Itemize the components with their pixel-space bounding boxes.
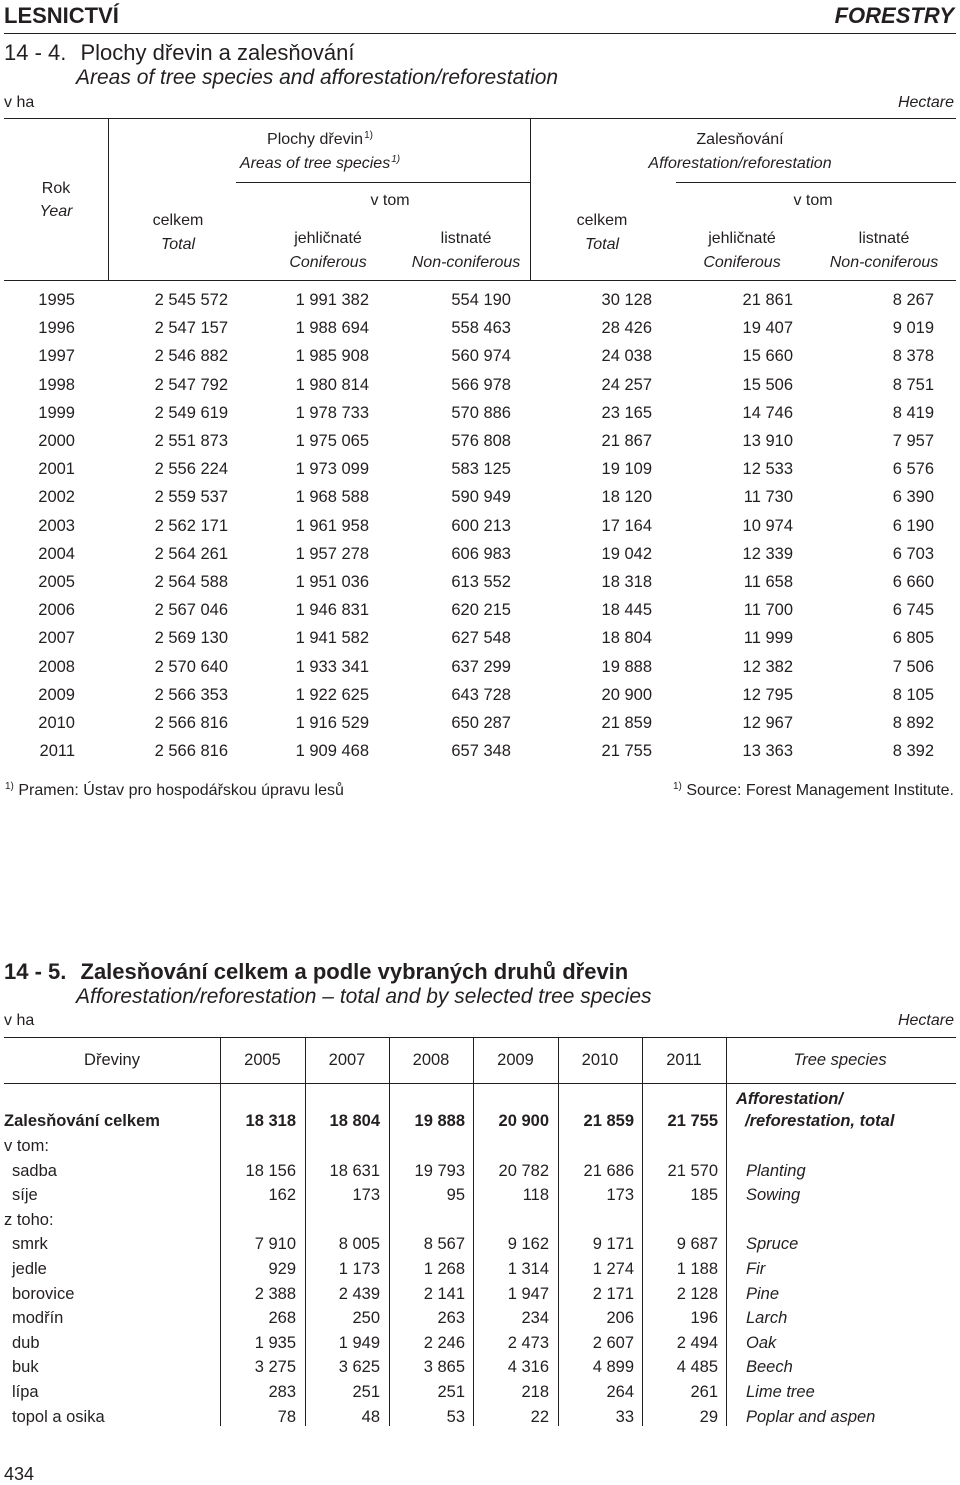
table2-row-label-cz: buk	[12, 1358, 39, 1377]
total-value: 21 755	[667, 1112, 718, 1130]
table1-cell-total: 2 564 588	[154, 573, 228, 591]
table1-sub-rule	[236, 182, 530, 183]
table2-header-rule	[4, 1083, 956, 1084]
table2-cell: 4 485	[676, 1358, 718, 1377]
table2-cell: 2 494	[676, 1333, 718, 1352]
table1-cell-noncon: 657 348	[451, 742, 511, 761]
table1-cell-coniferous: 1 978 733	[295, 403, 369, 422]
table1-cell-year: 2004	[38, 544, 75, 563]
table2-unit-cz: v ha	[4, 1012, 35, 1029]
table1-cell-affor-total: 24 038	[601, 347, 652, 366]
table1-cell-coniferous: 1 991 382	[295, 291, 369, 309]
table1-cell-affor-coniferous: 10 974	[742, 516, 793, 535]
table2-cell: 4 899	[592, 1358, 634, 1377]
table2-cell: 95	[446, 1186, 465, 1205]
table2-cell: 1 314	[507, 1260, 549, 1278]
table1-cell-affor-total: 18 318	[601, 573, 652, 591]
table1-cell-affor-noncon: 6 390	[892, 488, 934, 507]
header-noncon: Non-coniferous	[411, 254, 521, 271]
table1-cell-noncon: 606 983	[451, 544, 511, 563]
footnote-en: $^{1)}$ Source: Forest Management Institute.	[672, 781, 954, 799]
table1-title-en: Areas of tree species and afforestation/reforestation	[76, 66, 559, 89]
table1-cell-coniferous: 1 975 065	[295, 432, 369, 450]
table1-cell-total: 2 570 640	[154, 657, 228, 676]
table1-cell-affor-total: 19 109	[601, 460, 652, 479]
table2-cell: 1 173	[338, 1260, 380, 1278]
table1-cell-coniferous: 1 941 582	[295, 629, 369, 648]
table1-cell-affor-noncon: 6 576	[892, 460, 934, 479]
table2-cell: 162	[268, 1186, 296, 1205]
table2-vline	[220, 1037, 221, 1426]
table2-row-label-cz: borovice	[12, 1284, 75, 1303]
table2-cell: 1 188	[676, 1260, 718, 1278]
table2-cell: 33	[615, 1407, 634, 1426]
table1-cell-coniferous: 1 909 468	[295, 742, 369, 761]
table1-cell-noncon: 566 978	[451, 375, 511, 394]
table2-cell: 1 935	[254, 1333, 296, 1352]
header-coniferous: Coniferous	[703, 254, 781, 271]
table2-cell: 264	[606, 1383, 634, 1401]
table1-cell-affor-total: 18 445	[601, 601, 652, 620]
header-jehlicnate: jehličnaté	[708, 230, 776, 247]
table2-cell: 2 141	[423, 1284, 465, 1303]
table1-cell-affor-noncon: 6 190	[892, 516, 934, 535]
table2-row-label-cz: z toho:	[4, 1210, 54, 1229]
table1-cell-coniferous: 1 961 958	[295, 516, 369, 535]
table1-cell-noncon: 637 299	[451, 657, 511, 676]
table1-cell-affor-coniferous: 12 382	[742, 657, 793, 676]
table1-cell-total: 2 562 171	[154, 516, 228, 535]
table2-vline	[642, 1037, 643, 1426]
table1-cell-affor-coniferous: 12 533	[742, 460, 793, 479]
table1-cell-noncon: 620 215	[451, 601, 511, 620]
table2-title-cz: Zalesňování celkem a podle vybraných druhů dřevin	[80, 959, 629, 984]
table2-cell: 2 473	[507, 1333, 549, 1352]
table2-cell: 196	[690, 1309, 718, 1328]
table1-cell-affor-total: 18 804	[601, 629, 652, 648]
table2-cell: 48	[361, 1407, 380, 1426]
table2-unit-en: Hectare	[897, 1012, 954, 1029]
header-total: Total	[160, 236, 196, 253]
page-number: 434	[4, 1464, 35, 1484]
table1-unit-en: Hectare	[897, 94, 954, 111]
table1-cell-affor-total: 19 042	[601, 544, 652, 563]
table2-row-label-en: Pine	[746, 1284, 780, 1303]
table1-cell-affor-noncon: 8 392	[892, 742, 934, 761]
table1-cell-affor-noncon: 6 703	[892, 544, 934, 563]
table1-cell-year: 2000	[38, 432, 75, 450]
header-total: Total	[584, 236, 620, 253]
table2-cell: 261	[690, 1383, 718, 1401]
header-vtom: v tom	[793, 192, 833, 209]
table2-cell: 78	[277, 1407, 296, 1426]
table1-cell-noncon: 643 728	[451, 685, 511, 704]
table1-cell-year: 2002	[38, 488, 75, 507]
table2-cell: 20 782	[498, 1161, 549, 1180]
table1-vline	[108, 118, 109, 280]
table1-cell-total: 2 566 816	[154, 714, 228, 732]
table1-cell-affor-coniferous: 12 339	[742, 544, 793, 563]
table1-cell-year: 1995	[38, 291, 75, 309]
table1-cell-affor-total: 21 859	[601, 714, 652, 732]
table1-sub-rule	[676, 182, 956, 183]
table2-cell: 29	[699, 1407, 718, 1426]
table2-cell: 2 171	[592, 1284, 634, 1303]
table1-cell-affor-total: 24 257	[601, 375, 652, 394]
header-affor-en: Afforestation/reforestation	[648, 155, 832, 172]
table1-cell-year: 2006	[38, 601, 75, 620]
table1-cell-affor-noncon: 7 957	[892, 432, 934, 450]
table2-cell: 173	[352, 1186, 380, 1205]
table1-cell-affor-total: 30 128	[601, 291, 652, 309]
table1-cell-affor-coniferous: 13 363	[742, 742, 793, 761]
table2-cell: 2 607	[592, 1333, 634, 1352]
table1-cell-total: 2 551 873	[154, 432, 228, 450]
header-listnate: listnaté	[858, 230, 910, 247]
table2-title-en: Afforestation/reforestation – total and by selected tree species	[76, 985, 652, 1008]
table1-cell-total: 2 564 261	[154, 544, 228, 563]
table2-row-label-en: Oak	[746, 1333, 777, 1352]
header-coniferous: Coniferous	[289, 254, 367, 271]
table2-cell: 9 162	[507, 1235, 549, 1254]
table1-cell-year: 1998	[38, 375, 75, 394]
table2-year-header: 2010	[581, 1051, 619, 1069]
total-value: 21 859	[583, 1112, 634, 1130]
table2-cell: 22	[530, 1407, 549, 1426]
table2-row-label-en: Fir	[746, 1260, 766, 1278]
table2-vline	[558, 1037, 559, 1426]
table2-row-label-en: Larch	[746, 1309, 788, 1328]
table1-cell-total: 2 549 619	[154, 403, 228, 422]
table1-unit-cz: v ha	[4, 94, 35, 111]
table2-top-rule	[4, 1037, 956, 1038]
table1-cell-noncon: 554 190	[451, 291, 511, 309]
table1-cell-total: 2 569 130	[154, 629, 228, 648]
table2-cell: 53	[446, 1407, 465, 1426]
table2-cell: 2 388	[254, 1284, 296, 1303]
table2-cell: 3 865	[423, 1358, 465, 1377]
table2-row-label-cz: v tom:	[4, 1137, 49, 1155]
table1-cell-total: 2 547 157	[154, 319, 228, 338]
table1-cell-year: 2003	[38, 516, 75, 535]
table1-cell-year: 2005	[38, 573, 75, 591]
header-affor-cz: Zalesňování	[696, 131, 784, 148]
table2-cell: 1 268	[423, 1260, 465, 1278]
table2-year-header: 2011	[666, 1051, 702, 1069]
table2-cell: 1 949	[338, 1333, 380, 1352]
table1-cell-total: 2 567 046	[154, 601, 228, 620]
table1-cell-coniferous: 1 951 036	[295, 573, 369, 591]
table2-row-label-cz: sadba	[12, 1161, 57, 1180]
table1-cell-year: 2007	[38, 629, 75, 648]
table1-cell-year: 2001	[38, 460, 75, 479]
table2-vline	[473, 1037, 474, 1426]
table1-cell-coniferous: 1 946 831	[295, 601, 369, 620]
table1-cell-affor-coniferous: 13 910	[742, 432, 793, 450]
table1-cell-affor-noncon: 8 378	[892, 347, 934, 366]
header-rok: Rok	[41, 180, 71, 197]
table1-cell-affor-coniferous: 12 795	[742, 685, 793, 704]
table1-cell-affor-total: 21 867	[601, 432, 652, 450]
table1-cell-affor-noncon: 8 419	[892, 403, 934, 422]
header-rule	[4, 33, 956, 34]
table2-col-right: Tree species	[793, 1051, 887, 1069]
table1-cell-year: 1999	[38, 403, 75, 422]
table2-row-label-cz: smrk	[12, 1235, 48, 1254]
table1-cell-coniferous: 1 933 341	[295, 657, 369, 676]
table1-cell-coniferous: 1 916 529	[295, 714, 369, 732]
table1-cell-coniferous: 1 973 099	[295, 460, 369, 479]
table1-cell-coniferous: 1 985 908	[295, 347, 369, 366]
table2-row-label-en: Spruce	[746, 1235, 799, 1254]
table2-cell: 18 631	[329, 1161, 380, 1180]
table1-cell-year: 2008	[38, 657, 75, 676]
table2-row-label-cz: jedle	[12, 1260, 47, 1278]
table2-vline	[389, 1037, 390, 1426]
table2-cell: 2 246	[423, 1333, 465, 1352]
header-areas-cz: Plochy dřevin$^{1)}$	[267, 130, 373, 148]
table1-cell-total: 2 556 224	[154, 460, 228, 479]
table1-cell-noncon: 627 548	[451, 629, 511, 648]
footnote-cz: $^{1)}$ Pramen: Ústav pro hospodářskou úpravu lesů	[5, 781, 344, 799]
table2-cell: 218	[521, 1383, 549, 1401]
table1-cell-noncon: 590 949	[451, 488, 511, 507]
header-jehlicnate: jehličnaté	[294, 230, 362, 247]
table2-vline	[305, 1037, 306, 1426]
table2-cell: 185	[690, 1186, 718, 1205]
table2-cell: 19 793	[414, 1161, 465, 1180]
table1-cell-year: 1997	[38, 347, 75, 366]
table2-cell: 7 910	[254, 1235, 296, 1254]
table1-cell-year: 2011	[39, 742, 75, 761]
table1-cell-total: 2 566 353	[154, 685, 228, 704]
table2-row-label-cz: topol a osika	[12, 1407, 105, 1426]
table1-cell-affor-total: 18 120	[601, 488, 652, 507]
table1-cell-year: 2009	[38, 685, 75, 704]
table2-row-label-en: Sowing	[746, 1186, 801, 1205]
table2-cell: 4 316	[507, 1358, 549, 1377]
table2-cell: 2 439	[338, 1284, 380, 1303]
table2-cell: 9 171	[592, 1235, 634, 1254]
header-listnate: listnaté	[440, 230, 492, 247]
table1-cell-total: 2 559 537	[154, 488, 228, 507]
table1-cell-affor-total: 28 426	[601, 319, 652, 338]
table1-cell-affor-total: 17 164	[601, 516, 652, 535]
table1-cell-noncon: 558 463	[451, 319, 511, 338]
table1-cell-coniferous: 1 980 814	[295, 375, 369, 394]
table1-top-rule	[4, 118, 956, 119]
table1-cell-affor-noncon: 6 660	[892, 573, 934, 591]
table1-cell-affor-coniferous: 11 658	[743, 573, 793, 591]
table2-col-left: Dřeviny	[84, 1051, 140, 1069]
table2-cell: 21 686	[583, 1161, 634, 1180]
table2-heading	[4, 959, 628, 985]
table2-cell: 21 570	[667, 1161, 718, 1180]
table2-cell: 173	[606, 1186, 634, 1205]
table2-row-label-cz: modřín	[12, 1309, 64, 1328]
table2-cell: 268	[268, 1309, 296, 1328]
table1-cell-affor-total: 23 165	[601, 403, 652, 422]
table1-cell-affor-noncon: 6 805	[892, 629, 934, 648]
table1-cell-affor-total: 20 900	[601, 685, 652, 704]
section-title-en: FORESTRY	[834, 3, 954, 28]
table2-cell: 118	[522, 1186, 549, 1205]
total-value: 19 888	[414, 1112, 465, 1130]
table1-cell-affor-noncon: 9 019	[892, 319, 934, 338]
table2-year-header: 2008	[412, 1051, 450, 1069]
table1-cell-total: 2 545 572	[154, 291, 228, 309]
table2-cell: 206	[606, 1309, 634, 1328]
header-noncon: Non-coniferous	[829, 254, 939, 271]
table1-cell-affor-total: 21 755	[601, 742, 652, 761]
table2-row-label-cz: síje	[12, 1186, 38, 1205]
table2-vline	[726, 1037, 727, 1426]
table1-cell-coniferous: 1 957 278	[295, 544, 369, 563]
table1-cell-affor-noncon: 8 105	[892, 685, 934, 704]
total-label-cz: Zalesňování celkem	[4, 1112, 160, 1130]
table2-cell: 3 625	[338, 1358, 380, 1377]
section-title-cz: LESNICTVÍ	[4, 3, 119, 28]
table1-cell-affor-noncon: 8 751	[892, 375, 934, 394]
table1-cell-affor-noncon: 8 267	[892, 291, 934, 309]
table1-title-cz: Plochy dřevin a zalesňování	[80, 40, 355, 65]
table2-cell: 234	[521, 1309, 549, 1328]
table2-cell: 250	[352, 1309, 380, 1328]
total-label-en: /reforestation, total	[745, 1112, 895, 1130]
table2-row-label-en: Planting	[746, 1161, 806, 1180]
table2-cell: 929	[268, 1260, 296, 1278]
table1-cell-affor-noncon: 7 506	[892, 657, 934, 676]
table1-cell-affor-coniferous: 14 746	[742, 403, 793, 422]
table2-cell: 8 005	[338, 1235, 380, 1254]
table1-cell-year: 1996	[38, 319, 75, 338]
table2-cell: 3 275	[254, 1358, 296, 1377]
table1-cell-affor-coniferous: 11 730	[743, 488, 793, 507]
header-celkem: celkem	[152, 212, 204, 229]
table1-cell-affor-coniferous: 19 407	[742, 319, 793, 338]
table1-cell-affor-noncon: 6 745	[892, 601, 934, 620]
table1-cell-coniferous: 1 968 588	[295, 488, 369, 507]
total-value: 20 900	[498, 1112, 549, 1130]
table1-cell-coniferous: 1 988 694	[295, 319, 369, 338]
table2-cell: 8 567	[423, 1235, 465, 1254]
table2-cell: 251	[437, 1383, 465, 1401]
table2-row-label-en: Beech	[746, 1358, 793, 1377]
table1-cell-year: 2010	[38, 714, 75, 732]
header-areas-en: Areas of tree species$^{1)}$	[239, 154, 401, 172]
table2-row-label-cz: lípa	[12, 1383, 39, 1401]
table1-cell-affor-coniferous: 15 660	[742, 347, 793, 366]
table2-row-label-cz: dub	[12, 1333, 40, 1352]
table2-cell: 18 156	[245, 1161, 296, 1180]
table2-row-label-en: Poplar and aspen	[746, 1407, 876, 1426]
table1-cell-noncon: 560 974	[451, 347, 511, 366]
total-value: 18 804	[329, 1112, 380, 1130]
table1-header-bottom-rule	[4, 280, 956, 281]
table2-cell: 263	[437, 1309, 465, 1328]
table1-cell-affor-coniferous: 11 700	[743, 601, 793, 620]
table2-cell: 283	[268, 1383, 296, 1401]
header-year: Year	[39, 203, 73, 220]
table1-cell-total: 2 566 816	[154, 742, 228, 761]
table1-cell-affor-total: 19 888	[601, 657, 652, 676]
table1-cell-coniferous: 1 922 625	[295, 685, 369, 704]
table2-number: 14 - 5.	[4, 959, 67, 984]
table1-cell-noncon: 576 808	[451, 432, 511, 450]
table2-row-label-en: Lime tree	[746, 1383, 815, 1401]
table1-cell-noncon: 650 287	[451, 714, 511, 732]
table1-cell-affor-coniferous: 11 999	[743, 629, 793, 648]
total-value: 18 318	[245, 1112, 296, 1130]
table1-number: 14 - 4.	[4, 40, 67, 65]
table2-year-header: 2007	[328, 1051, 366, 1069]
table1-cell-noncon: 570 886	[451, 403, 511, 422]
table1-cell-total: 2 546 882	[154, 347, 228, 366]
table2-cell: 9 687	[676, 1235, 718, 1254]
table2-cell: 2 128	[676, 1284, 718, 1303]
total-label-en: Afforestation/	[736, 1090, 843, 1108]
table2-cell: 1 274	[592, 1260, 634, 1278]
table2-cell: 251	[352, 1383, 380, 1401]
table1-cell-affor-coniferous: 15 506	[742, 375, 793, 394]
table1-cell-noncon: 583 125	[451, 460, 511, 479]
table1-cell-affor-coniferous: 21 861	[742, 291, 793, 309]
table1-cell-noncon: 600 213	[451, 516, 511, 535]
header-celkem: celkem	[576, 212, 628, 229]
table1-cell-noncon: 613 552	[451, 573, 511, 591]
table2-year-header: 2009	[497, 1051, 534, 1069]
table2-cell: 1 947	[507, 1284, 549, 1303]
table1-cell-affor-coniferous: 12 967	[742, 714, 793, 732]
header-vtom: v tom	[370, 192, 410, 209]
table1-cell-affor-noncon: 8 892	[892, 714, 934, 732]
table1-heading	[4, 40, 354, 66]
table2-year-header: 2005	[244, 1051, 281, 1069]
table1-cell-total: 2 547 792	[154, 375, 228, 394]
